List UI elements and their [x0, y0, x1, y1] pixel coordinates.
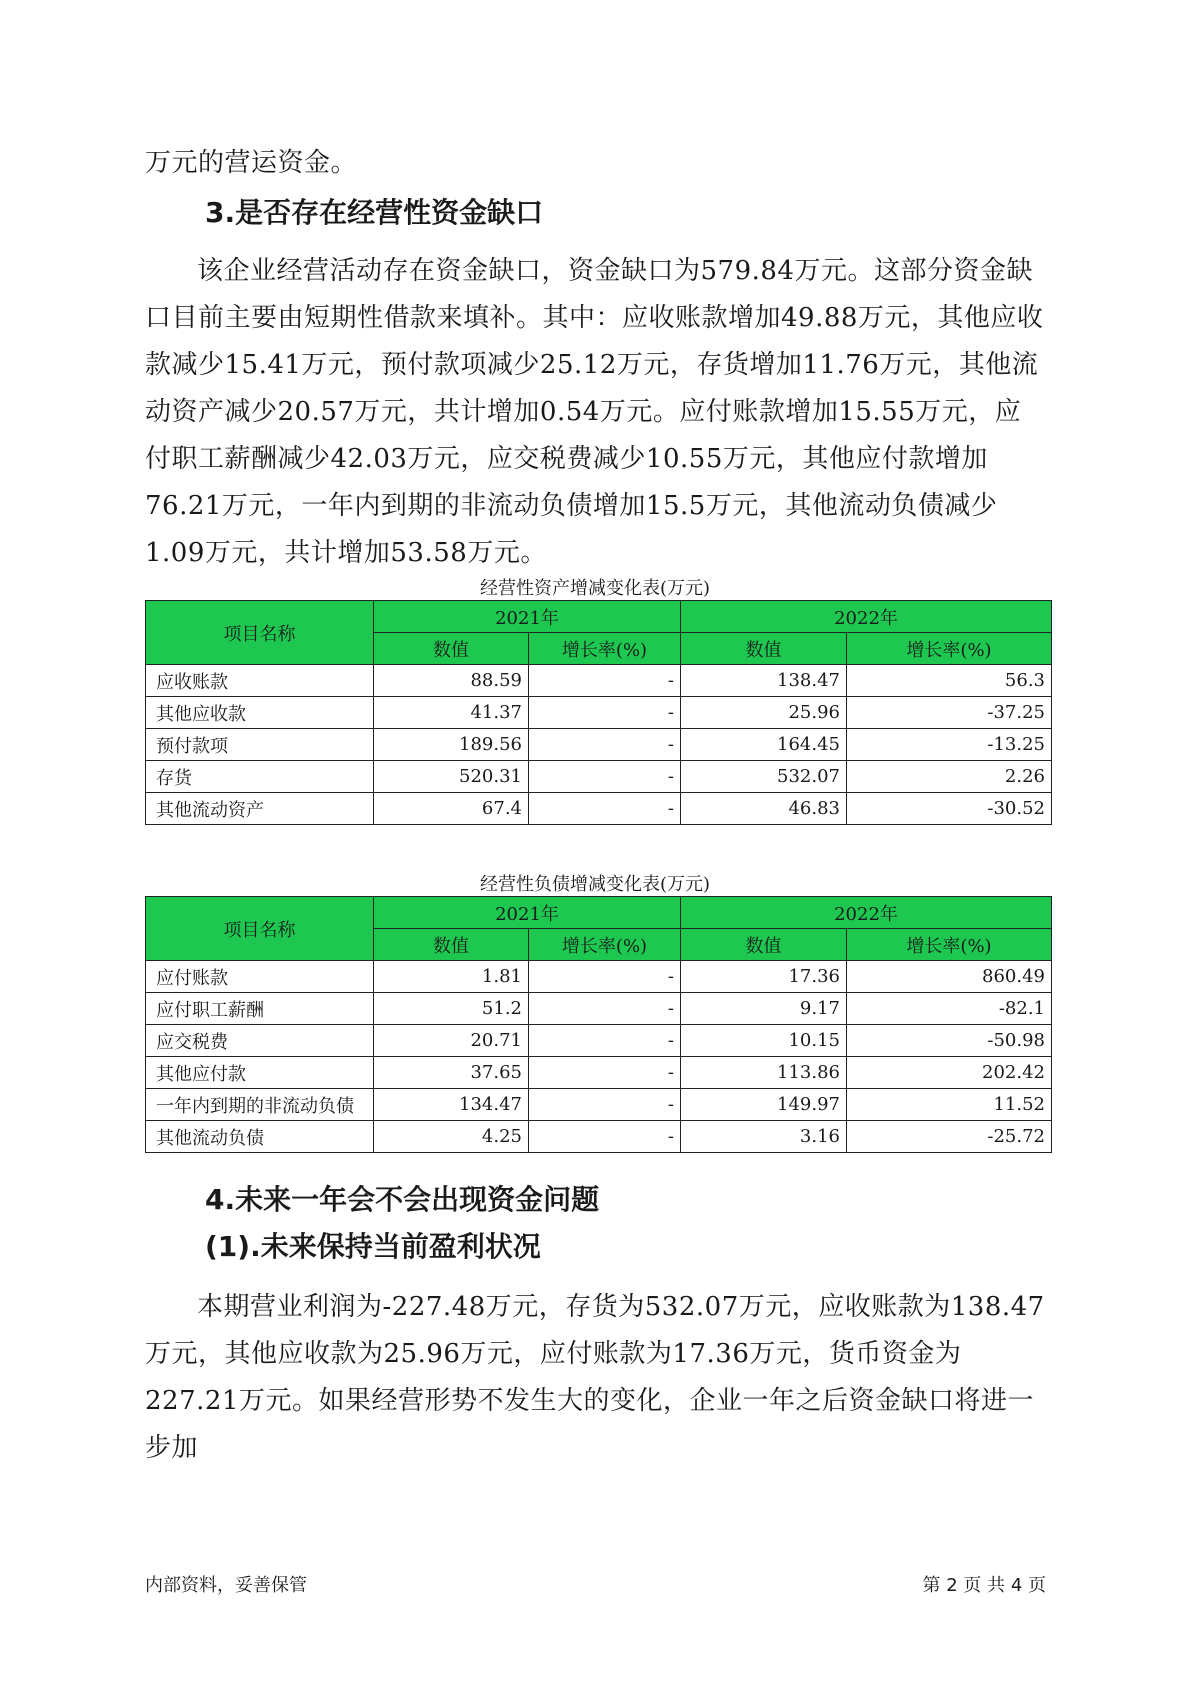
operating-liabilities-table	[145, 896, 1052, 1153]
row-rate-2021: -	[529, 1121, 681, 1153]
row-rate-2022: -30.52	[847, 793, 1052, 825]
header-year-2022: 2022年	[681, 601, 1052, 633]
liabilities-table-caption: 经营性负债增减变化表(万元)	[479, 874, 711, 895]
row-rate-2022: -37.25	[847, 697, 1052, 729]
row-value-2021: 67.4	[374, 793, 529, 825]
table-row	[146, 993, 1052, 1025]
row-item-name: 应付账款	[146, 961, 374, 993]
assets-table-body	[146, 665, 1052, 825]
row-value-2022: 164.45	[681, 729, 847, 761]
row-value-2022: 10.15	[681, 1025, 847, 1057]
table-row	[146, 729, 1052, 761]
header-growth-rate: 增长率(%)	[529, 633, 681, 665]
header-growth-rate: 增长率(%)	[847, 929, 1052, 961]
row-rate-2021: -	[529, 1025, 681, 1057]
row-rate-2022: -25.72	[847, 1121, 1052, 1153]
section-heading-4: 4.未来一年会不会出现资金问题	[205, 1183, 600, 1216]
row-value-2021: 189.56	[374, 729, 529, 761]
row-rate-2021: -	[529, 697, 681, 729]
row-item-name: 其他应收款	[146, 697, 374, 729]
row-rate-2022: 11.52	[847, 1089, 1052, 1121]
row-rate-2022: 56.3	[847, 665, 1052, 697]
header-year-2022: 2022年	[681, 897, 1052, 929]
row-value-2021: 134.47	[374, 1089, 529, 1121]
table-row	[146, 1121, 1052, 1153]
table-row	[146, 761, 1052, 793]
subsection-heading-4-1: (1).未来保持当前盈利状况	[205, 1230, 541, 1263]
row-value-2022: 9.17	[681, 993, 847, 1025]
header-year-2021: 2021年	[374, 897, 681, 929]
table-row	[146, 1089, 1052, 1121]
row-rate-2022: -50.98	[847, 1025, 1052, 1057]
row-value-2022: 3.16	[681, 1121, 847, 1153]
row-item-name: 其他应付款	[146, 1057, 374, 1089]
row-value-2022: 25.96	[681, 697, 847, 729]
row-rate-2022: 202.42	[847, 1057, 1052, 1089]
paragraph-future-outlook: 本期营业利润为-227.48万元，存货为532.07万元，应收账款为138.47万元，其他应收款为25.96万元，应付账款为17.36万元，货币资金为227.21万元。如果经营形势不发生大的变化，企业一年之后资金缺口将进一步加	[145, 1292, 1045, 1463]
table-row	[146, 793, 1052, 825]
header-value: 数值	[374, 929, 529, 961]
row-rate-2021: -	[529, 761, 681, 793]
row-value-2022: 138.47	[681, 665, 847, 697]
assets-table-caption: 经营性资产增减变化表(万元)	[479, 578, 711, 599]
row-item-name: 应交税费	[146, 1025, 374, 1057]
row-value-2022: 149.97	[681, 1089, 847, 1121]
header-item-name: 项目名称	[146, 601, 374, 665]
row-value-2021: 41.37	[374, 697, 529, 729]
table-row	[146, 665, 1052, 697]
header-year-2021: 2021年	[374, 601, 681, 633]
row-value-2021: 88.59	[374, 665, 529, 697]
row-item-name: 预付款项	[146, 729, 374, 761]
row-rate-2021: -	[529, 961, 681, 993]
row-value-2022: 532.07	[681, 761, 847, 793]
row-rate-2022: -13.25	[847, 729, 1052, 761]
row-value-2022: 17.36	[681, 961, 847, 993]
table-row	[146, 1025, 1052, 1057]
table-row	[146, 697, 1052, 729]
liabilities-table-body	[146, 961, 1052, 1153]
header-value: 数值	[681, 929, 847, 961]
row-rate-2021: -	[529, 1089, 681, 1121]
row-value-2021: 37.65	[374, 1057, 529, 1089]
row-value-2021: 520.31	[374, 761, 529, 793]
row-value-2022: 46.83	[681, 793, 847, 825]
row-value-2022: 113.86	[681, 1057, 847, 1089]
row-rate-2021: -	[529, 729, 681, 761]
header-growth-rate: 增长率(%)	[847, 633, 1052, 665]
header-item-name: 项目名称	[146, 897, 374, 961]
header-growth-rate: 增长率(%)	[529, 929, 681, 961]
table-row	[146, 1057, 1052, 1089]
row-item-name: 应付职工薪酬	[146, 993, 374, 1025]
table-row	[146, 961, 1052, 993]
header-value: 数值	[681, 633, 847, 665]
operating-assets-table	[145, 600, 1052, 825]
paragraph-continuation: 万元的营运资金。	[145, 148, 358, 178]
footer-confidential-note: 内部资料，妥善保管	[145, 1575, 307, 1596]
row-value-2021: 4.25	[374, 1121, 529, 1153]
row-item-name: 其他流动资产	[146, 793, 374, 825]
paragraph-funding-gap: 该企业经营活动存在资金缺口，资金缺口为579.84万元。这部分资金缺口目前主要由短期性借款来填补。其中：应收账款增加49.88万元，其他应收款减少15.41万元，预付款项减少25.12万元，存货增加11.76万元，其他流动资产减少20.57万元，共计增加0.54万元。应付账款增加15.55万元，应付职工薪酬减少42.03万元，应交税费减少10.55万元，其他应付款增加76.21万元，一年内到期的非流动负债增加15.5万元，其他流动负债减少1.09万元，共计增加53.58万元。	[145, 256, 1044, 568]
row-value-2021: 1.81	[374, 961, 529, 993]
row-value-2021: 20.71	[374, 1025, 529, 1057]
row-item-name: 存货	[146, 761, 374, 793]
row-item-name: 一年内到期的非流动负债	[146, 1089, 374, 1121]
row-rate-2022: 860.49	[847, 961, 1052, 993]
row-rate-2021: -	[529, 993, 681, 1025]
row-rate-2022: -82.1	[847, 993, 1052, 1025]
footer-page-number: 第 2 页 共 4 页	[922, 1575, 1046, 1596]
row-rate-2021: -	[529, 793, 681, 825]
row-value-2021: 51.2	[374, 993, 529, 1025]
row-rate-2021: -	[529, 665, 681, 697]
row-rate-2022: 2.26	[847, 761, 1052, 793]
header-value: 数值	[374, 633, 529, 665]
section-heading-3: 3.是否存在经营性资金缺口	[205, 196, 544, 229]
row-rate-2021: -	[529, 1057, 681, 1089]
row-item-name: 应收账款	[146, 665, 374, 697]
row-item-name: 其他流动负债	[146, 1121, 374, 1153]
